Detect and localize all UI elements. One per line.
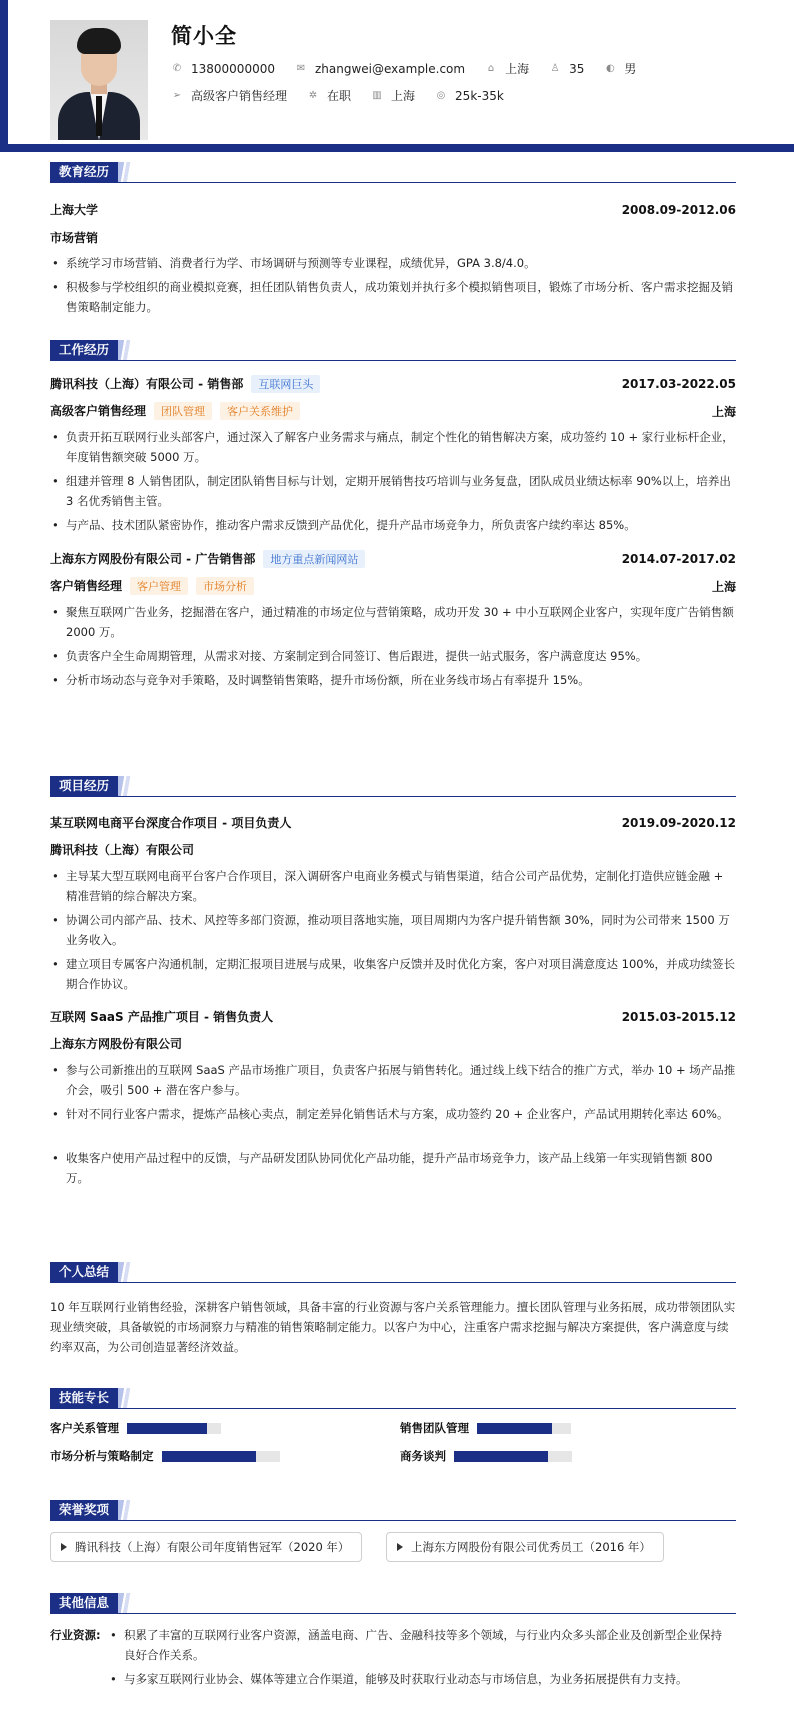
role-tag: 客户关系维护 <box>220 402 300 420</box>
intent-row <box>171 87 524 104</box>
project-period: 2015.03-2015.12 <box>621 1009 736 1024</box>
job-role: 高级客户销售经理 <box>50 404 147 418</box>
list-item: • 负责客户全生命周期管理，从需求对接、方案制定到合同签订、售后跟进，提供一站式服务，客户满意度达 95%。 <box>50 646 736 666</box>
list-item: • 积累了丰富的互联网行业客户资源，涵盖电商、广告、金融科技等多个领域，与行业内众多头部企业及创新型企业保持良好合作关系。 <box>108 1625 728 1665</box>
role-tag: 团队管理 <box>154 402 212 420</box>
section-title: 教育经历 <box>50 162 118 182</box>
list-item: • 针对不同行业客户需求，提炼产品核心卖点，制定差异化销售话术与方案，成功签约 20 + 企业客户，产品试用期转化率达 60%。 <box>50 1104 736 1124</box>
salary: 25k-35k <box>455 88 504 103</box>
send-icon: ➢ <box>172 90 182 101</box>
project-period: 2019.09-2020.12 <box>621 815 736 830</box>
job-city: 上海 <box>711 404 736 419</box>
project-name: 某互联网电商平台深度合作项目 - 项目负责人 <box>50 816 292 830</box>
list-item: • 协调公司内部产品、技术、风控等多部门资源，推动项目落地实施，项目周期内为客户提升销售额 30%，同时为公司带来 1500 万业务收入。 <box>50 910 736 950</box>
section-title: 项目经历 <box>50 776 118 796</box>
role-tag: 市场分析 <box>196 577 254 595</box>
project-name: 互联网 SaaS 产品推广项目 - 销售负责人 <box>50 1010 274 1024</box>
location: 上海 <box>505 62 530 76</box>
role-tag: 客户管理 <box>130 577 188 595</box>
other-section <box>50 1594 736 1686</box>
education-period: 2008.09-2012.06 <box>621 202 736 217</box>
list-item: • 参与公司新推出的互联网 SaaS 产品市场推广项目，负责客户拓展与销售转化。通过线上线下结合的推广方式，举办 10 + 场产品推介会，吸引 500 + 潜在客户参与。 <box>50 1060 736 1100</box>
section-title: 工作经历 <box>50 340 118 360</box>
status-icon: ✲ <box>308 90 318 101</box>
email-address: zhangwei@example.com <box>314 61 466 76</box>
salary-icon: ◎ <box>436 90 446 101</box>
awards-section <box>50 1501 736 1554</box>
award-text: 腾讯科技（上海）有限公司年度销售冠军（2020 年） <box>75 1540 350 1554</box>
target-city: 上海 <box>391 89 416 103</box>
skill-name: 客户关系管理 <box>50 1421 119 1435</box>
skill-bar <box>454 1451 572 1462</box>
candidate-name: 简小全 <box>171 24 237 48</box>
award-text: 上海东方网股份有限公司优秀员工（2016 年） <box>411 1540 651 1554</box>
list-item: • 与多家互联网行业协会、媒体等建立合作渠道，能够及时获取行业动态与市场信息，为业务拓展提供有力支持。 <box>108 1669 728 1689</box>
award-item <box>386 1532 664 1562</box>
major: 市场营销 <box>50 231 99 245</box>
skill-bar <box>162 1451 280 1462</box>
avatar <box>50 20 148 140</box>
job-period: 2014.07-2017.02 <box>621 552 736 566</box>
job-city: 上海 <box>711 579 736 594</box>
skill-level <box>477 1423 552 1434</box>
section-title: 个人总结 <box>50 1262 118 1282</box>
phone-number: 13800000000 <box>191 61 275 76</box>
award-item <box>50 1532 362 1562</box>
company-name: 腾讯科技（上海）有限公司 - 销售部 <box>50 377 244 391</box>
skill-name: 商务谈判 <box>400 1449 446 1463</box>
list-item: • 与产品、技术团队紧密协作，推动客户需求反馈到产品优化，提升产品市场竞争力，所负责客户续约率达 85%。 <box>50 515 736 535</box>
skills-section <box>50 1389 736 1463</box>
skill-name: 市场分析与策略制定 <box>50 1449 154 1463</box>
home-icon: ⌂ <box>487 63 495 74</box>
list-item: • 聚焦互联网广告业务，挖掘潜在客户，通过精准的市场定位与营销策略，成功开发 30 + 中小互联网企业客户，实现年度广告销售额 2000 万。 <box>50 602 736 642</box>
education-section <box>50 163 736 314</box>
school-name: 上海大学 <box>50 203 99 217</box>
summary-section <box>50 1263 736 1354</box>
section-title: 荣誉奖项 <box>50 1500 118 1520</box>
gender: 男 <box>624 62 637 76</box>
other-label: 行业资源: <box>50 1628 101 1642</box>
list-item: • 主导某大型互联网电商平台客户合作项目，深入调研客户电商业务模式与销售渠道，结合公司产品优势，定制化打造供应链金融 + 精准营销的综合解决方案。 <box>50 866 736 906</box>
list-item: • 分析市场动态与竞争对手策略，及时调整销售策略，提升市场份额，所在业务线市场占有率提升 15%。 <box>50 670 736 690</box>
list-item: • 收集客户使用产品过程中的反馈，与产品研发团队协同优化产品功能，提升产品市场竞争力，该产品上线第一年实现销售额 800 万。 <box>50 1148 736 1188</box>
job-period: 2017.03-2022.05 <box>621 377 736 391</box>
skill-bar <box>127 1423 221 1434</box>
contact-row <box>171 60 656 77</box>
skill-item <box>50 1420 221 1436</box>
skill-item <box>400 1420 571 1436</box>
building-icon: ▥ <box>372 90 382 101</box>
age-icon: ♙ <box>550 63 560 74</box>
company-name: 上海东方网股份有限公司 - 广告销售部 <box>50 552 256 566</box>
triangle-icon <box>397 1543 403 1551</box>
list-item: • 系统学习市场营销、消费者行为学、市场调研与预测等专业课程，成绩优异，GPA 3.8/4.0。 <box>50 253 736 273</box>
list-item: • 积极参与学校组织的商业模拟竞赛，担任团队销售负责人，成功策划并执行多个模拟销售项目，锻炼了市场分析、客户需求挖掘及销售策略制定能力。 <box>50 277 736 317</box>
project-company: 上海东方网股份有限公司 <box>50 1037 183 1051</box>
project-company: 腾讯科技（上海）有限公司 <box>50 843 195 857</box>
skill-level <box>162 1451 256 1462</box>
section-title: 技能专长 <box>50 1388 118 1408</box>
skill-name: 销售团队管理 <box>400 1421 469 1435</box>
list-item: • 建立项目专属客户沟通机制，定期汇报项目进展与成果，收集客户反馈并及时优化方案，客户对项目满意度达 100%，并成功续签长期合作协议。 <box>50 954 736 994</box>
section-title: 其他信息 <box>50 1593 118 1613</box>
list-item: • 组建并管理 8 人销售团队，制定团队销售目标与计划，定期开展销售技巧培训与业务复盘，团队成员业绩达标率 90%以上，培养出 3 名优秀销售主管。 <box>50 471 736 511</box>
mail-icon: ✉ <box>296 63 306 74</box>
summary-text: 10 年互联网行业销售经验，深耕客户销售领域，具备丰富的行业资源与客户关系管理能力。擅长团队管理与业务拓展，成功带领团队实现业绩突破，具备敏锐的市场洞察力与精准的销售策略制定能力。以客户为中心，注重客户需求挖掘与解决方案提供，客户满意度与续约率双高，为公司创造显著经济效益。 <box>50 1300 736 1354</box>
gender-icon: ◐ <box>606 63 615 74</box>
skill-level <box>127 1423 207 1434</box>
skill-bar <box>477 1423 571 1434</box>
job-role: 客户销售经理 <box>50 579 123 593</box>
target-position: 高级客户销售经理 <box>191 89 288 103</box>
skill-level <box>454 1451 548 1462</box>
job-status: 在职 <box>327 89 352 103</box>
triangle-icon <box>61 1543 67 1551</box>
company-tag: 地方重点新闻网站 <box>263 550 365 568</box>
skill-item <box>50 1448 280 1464</box>
work-section <box>50 341 736 687</box>
phone-icon: ✆ <box>172 63 182 74</box>
age: 35 <box>569 61 585 76</box>
company-tag: 互联网巨头 <box>251 375 320 393</box>
skill-item <box>400 1448 572 1464</box>
project-section <box>50 777 736 1185</box>
list-item: • 负责开拓互联网行业头部客户，通过深入了解客户业务需求与痛点，制定个性化的销售解决方案，成功签约 10 + 家行业标杆企业，年度销售额突破 5000 万。 <box>50 427 736 467</box>
